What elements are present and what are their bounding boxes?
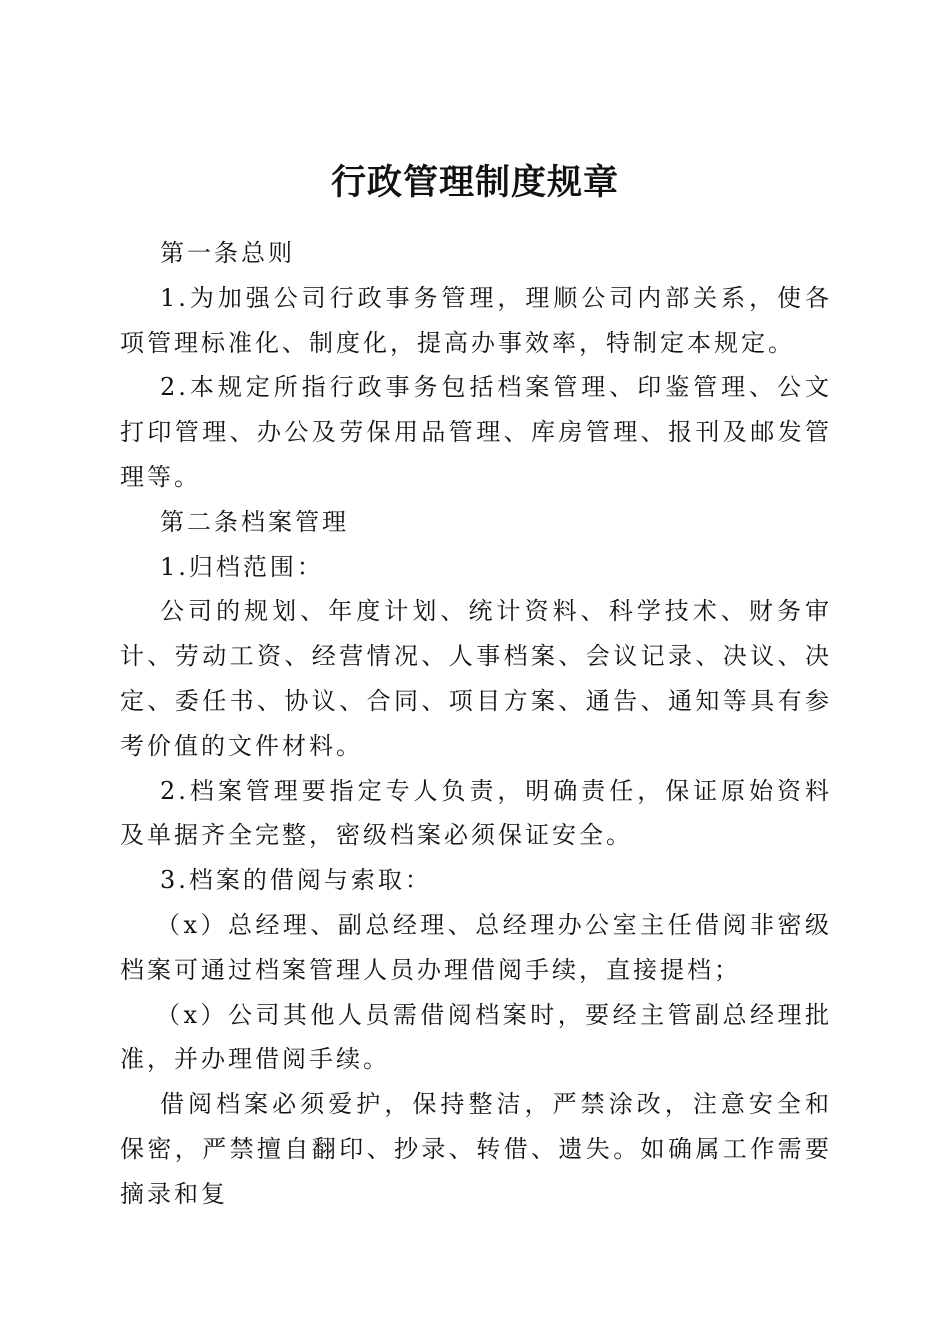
paragraph-borrowing-managers: （x）总经理、副总经理、总经理办公室主任借阅非密级档案可通过档案管理人员办理借阅手续，直接提档；: [120, 910, 832, 984]
section-heading-archives: 第二条档案管理: [160, 507, 349, 536]
paragraph-borrowing-heading: 3.档案的借阅与索取：: [160, 866, 432, 895]
paragraph-borrowing-staff: （x）公司其他人员需借阅档案时，要经主管副总经理批准，并办理借阅手续。: [120, 1000, 832, 1074]
paragraph-scope: 2.本规定所指行政事务包括档案管理、印鉴管理、公文打印管理、办公及劳保用品管理、库房管理、报刊及邮发管理等。: [120, 373, 832, 491]
paragraph-archive-range-heading: 1.归档范围：: [160, 552, 324, 581]
document-title: 行政管理制度规章: [330, 162, 619, 204]
paragraph-purpose: 1.为加强公司行政事务管理，理顺公司内部关系，使各项管理标准化、制度化，提高办事效率，特制定本规定。: [120, 283, 832, 357]
paragraph-archive-responsibility: 2.档案管理要指定专人负责，明确责任，保证原始资料及单据齐全完整，密级档案必须保证安全。: [120, 776, 832, 850]
paragraph-borrowing-rules: 借阅档案必须爱护，保持整洁，严禁涂改，注意安全和保密，严禁擅自翻印、抄录、转借、遗失。如确属工作需要摘录和复: [120, 1090, 832, 1208]
document-body: [120, 231, 832, 1217]
paragraph-archive-range: 公司的规划、年度计划、统计资料、科学技术、财务审计、劳动工资、经营情况、人事档案、会议记录、决议、决定、委任书、协议、合同、项目方案、通告、通知等具有参考价值的文件材料。: [120, 597, 832, 760]
section-heading-general: 第一条总则: [160, 239, 295, 267]
